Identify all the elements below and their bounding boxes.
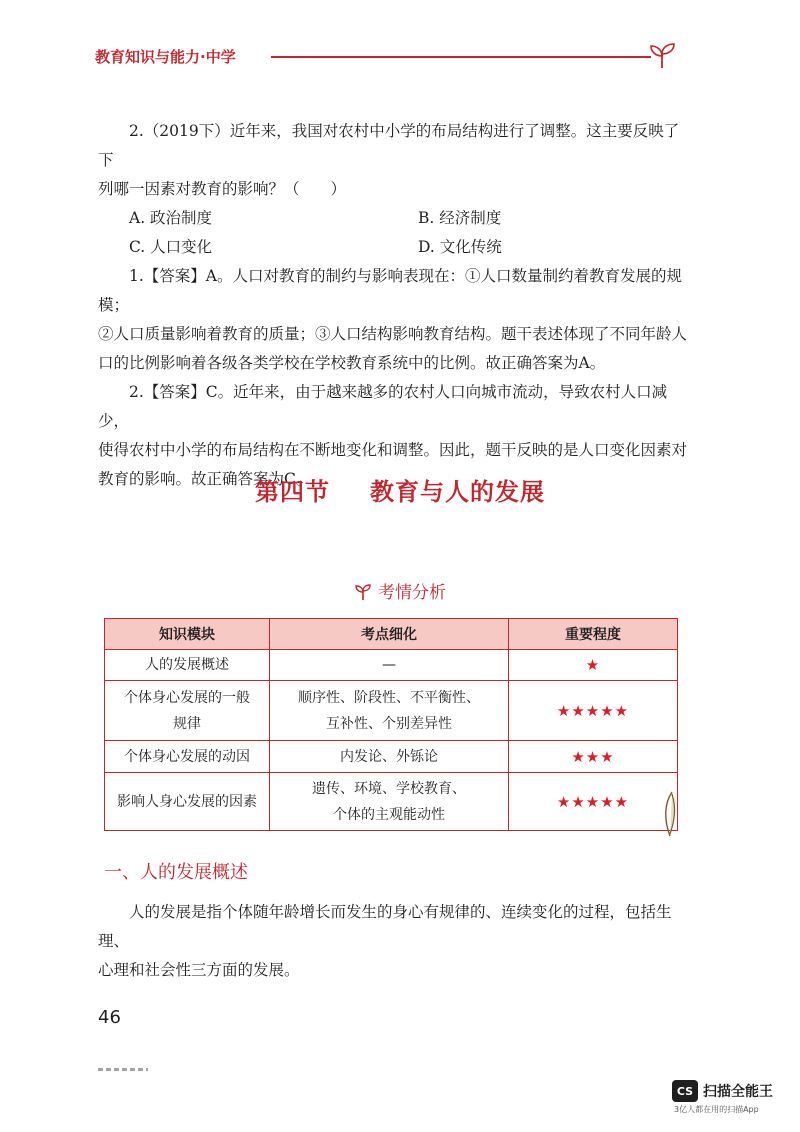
definition-paragraph <box>98 898 688 985</box>
column-header-importance: 重要程度 <box>509 619 678 650</box>
table-row <box>105 741 678 773</box>
importance-stars: ★★★★★ <box>509 681 678 741</box>
column-header-detail: 考点细化 <box>270 619 509 650</box>
detail-cell: 顺序性、阶段性、不平衡性、 互补性、个别差异性 <box>270 681 509 741</box>
sprout-icon <box>647 40 677 70</box>
page-number: 46 <box>98 1007 121 1028</box>
module-cell: 影响人身心发展的因素 <box>105 773 270 831</box>
detail-cell: 遗传、环境、学校教育、 个体的主观能动性 <box>270 773 509 831</box>
scanner-watermark <box>672 1080 792 1115</box>
table-row <box>105 681 678 741</box>
answer-1-line-3: 口的比例影响着各级各类学校在学校教育系统中的比例。故正确答案为A。 <box>98 354 606 372</box>
answer-1-line-1: 1.【答案】A。人口对教育的制约与影响表现在：①人口数量制约着教育发展的规模； <box>98 267 682 314</box>
answer-2-line-1: 2.【答案】C。近年来，由于越来越多的农村人口向城市流动，导致农村人口减少， <box>98 383 668 430</box>
analysis-table <box>104 618 678 831</box>
question-2-line-2: 列哪一因素对教育的影响？（ ） <box>98 180 347 198</box>
options-row-2 <box>98 233 688 262</box>
option-b: B. 经济制度 <box>418 209 502 227</box>
importance-stars: ★ <box>509 650 678 681</box>
section-title <box>0 472 800 507</box>
watermark-tagline: 3亿人都在用的扫描App <box>674 1105 759 1114</box>
analysis-heading <box>0 578 800 603</box>
question-2 <box>98 117 688 494</box>
option-c: C. 人口变化 <box>129 238 213 256</box>
detail-cell: — <box>270 650 509 681</box>
option-a: A. 政治制度 <box>129 209 213 227</box>
camscanner-logo-icon: CS <box>672 1080 698 1102</box>
analysis-title: 考情分析 <box>378 583 446 603</box>
table-header-row <box>105 619 678 650</box>
watermark-brand <box>672 1080 792 1102</box>
module-cell: 个体身心发展的动因 <box>105 741 270 773</box>
section-number: 第四节 <box>255 478 330 506</box>
question-2-line-1: 2.（2019下）近年来，我国对农村中小学的布局结构进行了调整。这主要反映了下 <box>98 122 680 169</box>
table-row <box>105 773 678 831</box>
scan-artifact <box>98 1068 148 1071</box>
definition-line-2: 心理和社会性三方面的发展。 <box>98 961 300 979</box>
answer-2-line-2: 使得农村中小学的布局结构在不断地变化和调整。因此，题干反映的是人口变化因素对 <box>98 441 688 459</box>
answer-1-line-2: ②人口质量影响着教育的质量；③人口结构影响教育结构。题干表述体现了不同年龄人 <box>98 325 688 343</box>
definition-line-1: 人的发展是指个体随年龄增长而发生的身心有规律的、连续变化的过程，包括生理、 <box>98 903 672 950</box>
options-row-1 <box>98 204 688 233</box>
importance-stars: ★★★ <box>509 741 678 773</box>
answer-2-line-3: 教育的影响。故正确答案为C。 <box>98 470 312 488</box>
sprout-icon <box>354 583 372 601</box>
subsection-title: 一、人的发展概述 <box>104 862 248 883</box>
feather-decoration-icon <box>660 790 680 840</box>
watermark-name: 扫描全能王 <box>703 1084 773 1100</box>
table-row <box>105 650 678 681</box>
module-cell: 个体身心发展的一般 规律 <box>105 681 270 741</box>
header-title: 教育知识与能力·中学 <box>95 48 236 66</box>
detail-cell: 内发论、外铄论 <box>270 741 509 773</box>
header-rule <box>271 56 651 58</box>
page-header <box>95 40 675 70</box>
section-name: 教育与人的发展 <box>370 478 545 506</box>
option-d: D. 文化传统 <box>418 238 502 256</box>
importance-stars: ★★★★★ <box>509 773 678 831</box>
column-header-module: 知识模块 <box>105 619 270 650</box>
module-cell: 人的发展概述 <box>105 650 270 681</box>
